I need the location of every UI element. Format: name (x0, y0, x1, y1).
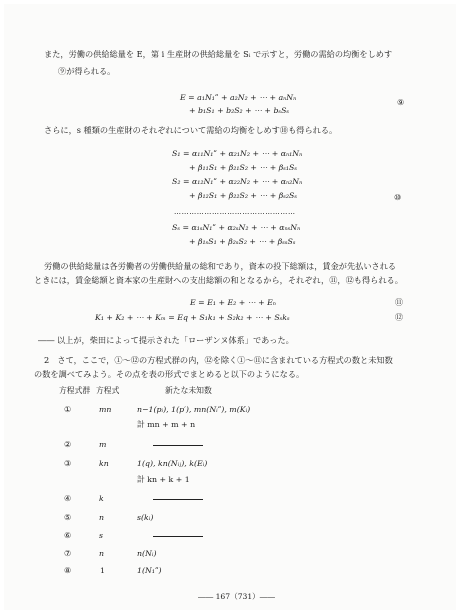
equation-9-number: ⑨ (397, 98, 405, 107)
paragraph-5-line-1: 2 さて，ここで，①〜⑫の方程式群の内，⑫を除く①〜⑪に含まれている方程式の数と未知数 (44, 355, 393, 365)
equation-11: E = E₁ + E₂ + ⋯ + Eₙ (190, 298, 276, 307)
equation-10-line-3: S₂ = α₁₂N₁ʺ + α₂₂N₂ + ⋯ + αₙ₂Nₙ (172, 177, 303, 186)
table-row-4-dash (153, 499, 203, 500)
paragraph-3-line-2: ときには，賃金総額と資本家の生産財への支出総額の和となるから，それぞれ，⑪，⑫も得られる。 (34, 275, 403, 285)
table-header-unknowns: 新たな未知数 (165, 386, 212, 395)
equation-10-line-6: + β₁ₛS₁ + β₂ₛS₂ + ⋯ + βₛₛSₛ (189, 237, 296, 246)
table-row-2-group: ② (64, 440, 71, 449)
equation-12-number: ⑫ (395, 313, 403, 322)
paragraph-2: さらに，s 種類の生産財のそれぞれについて需給の均衡をしめす⑩も得られる。 (44, 125, 338, 135)
equation-10-number: ⑩ (394, 193, 402, 202)
equation-9-line-1: E = a₁N₁ʺ + a₂N₂ + ⋯ + aₙNₙ (180, 93, 297, 102)
table-row-4-count: k (99, 494, 104, 503)
equation-10-line-2: + β₁₁S₁ + β₂₁S₂ + ⋯ + βₛ₁Sₛ (189, 163, 297, 172)
table-row-8-count: 1 (100, 566, 105, 575)
paragraph-1-line-1: また，労働の供給総量を E，第 i 生産財の供給総量を Sᵢ で示すと，労働の需給の均衡をしめす (44, 49, 393, 59)
equation-12: K₁ + K₂ + ⋯ + Kₘ = Eq + S₁k₁ + S₂k₂ + ⋯ + Sₛkₛ (95, 313, 290, 322)
table-row-3-total: 計 kn + k + 1 (137, 475, 190, 484)
table-row-5-count: n (99, 513, 105, 522)
table-row-3-group: ③ (64, 459, 71, 468)
table-row-3-unknowns: 1(q), kn(Nᵢⱼ), k(Eᵢ) (137, 459, 208, 468)
table-row-7-count: n (99, 549, 105, 558)
document-page (4, 4, 456, 610)
table-row-7-unknowns: n(Nᵢ) (137, 549, 157, 558)
table-row-4-group: ④ (64, 494, 71, 503)
table-row-8-group: ⑧ (64, 566, 71, 575)
table-row-3-count: kn (99, 459, 109, 468)
equation-10-line-4: + β₁₂S₁ + β₂₂S₂ + ⋯ + βₛ₂Sₛ (189, 191, 297, 200)
table-row-5-unknowns: s(kᵢ) (137, 513, 154, 522)
table-row-1-unknowns: n−1(pᵢ), 1(p′), mn(Nᵢʺ), m(Kᵢ) (137, 405, 251, 414)
equation-10-line-1: S₁ = α₁₁N₁ʺ + α₂₁N₂ + ⋯ + αₙ₁Nₙ (172, 149, 303, 158)
table-row-6-count: s (99, 531, 104, 540)
table-row-2-count: m (99, 440, 107, 449)
table-header-group: 方程式群 (59, 386, 91, 395)
page-footer: ―― 167（731）―― (198, 592, 275, 601)
equation-10-line-5: Sₛ = α₁ₛN₁ʺ + α₂ₛN₂ + ⋯ + αₙₛNₙ (172, 223, 301, 232)
paragraph-1-line-2: ⑨が得られる。 (58, 66, 116, 76)
table-row-7-group: ⑦ (64, 549, 71, 558)
paragraph-5-line-2: の数を調べてみよう。その点を表の形式でまとめると以下のようになる。 (34, 369, 305, 379)
table-row-1-total: 計 mn + m + n (137, 420, 196, 429)
table-row-6-dash (153, 536, 203, 537)
equation-11-number: ⑪ (395, 298, 403, 307)
equation-10-ellipsis: ………………………………………… (174, 208, 296, 216)
table-header-count: 方程式 (96, 386, 120, 395)
table-row-1-group: ① (64, 405, 71, 414)
table-row-2-dash (153, 445, 203, 446)
paragraph-3-line-1: 労働の供給総量は各労働者の労働供給量の総和であり，資本の投下総額は，賃金が先払いされる (44, 261, 397, 271)
table-row-8-unknowns: 1(N₁ʺ) (137, 566, 162, 575)
table-row-5-group: ⑤ (64, 513, 71, 522)
equation-9-line-2: + b₁S₁ + b₂S₂ + ⋯ + bₛSₛ (189, 106, 290, 115)
paragraph-4: ―― 以上が，柴田によって提示された「ローザンヌ体系」であった。 (38, 335, 294, 345)
table-row-6-group: ⑥ (64, 531, 71, 540)
table-row-1-count: mn (99, 405, 112, 414)
